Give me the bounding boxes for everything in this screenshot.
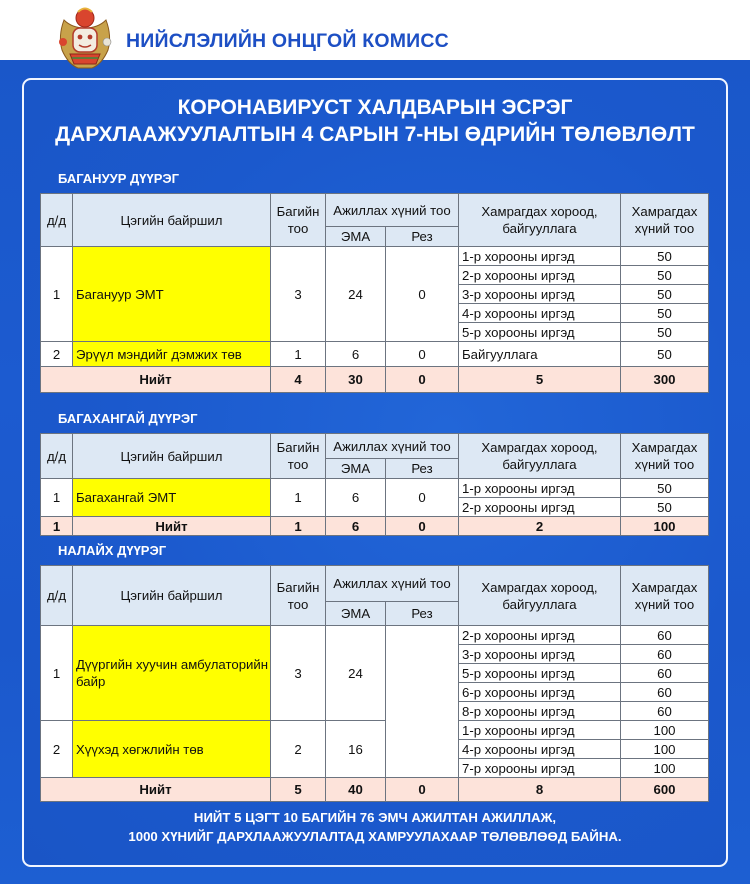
cell-people: 60	[621, 683, 709, 702]
cell-total-targets: 2	[459, 517, 621, 536]
col-header-staff: Ажиллах хүний тоо	[326, 566, 459, 602]
cell-people: 50	[621, 304, 709, 323]
cell-total-no: 1	[41, 517, 73, 536]
cell-total-ema: 6	[326, 517, 386, 536]
cell-people: 50	[621, 323, 709, 342]
cell-people: 60	[621, 626, 709, 645]
table-bagakhangai	[40, 433, 709, 536]
col-header-rez: Рез	[386, 227, 459, 247]
col-header-staff: Ажиллах хүний тоо	[326, 434, 459, 459]
cell-location: Багануур ЭМТ	[73, 247, 271, 342]
total-row	[41, 517, 709, 536]
table-row	[41, 479, 709, 498]
cell-people: 50	[621, 285, 709, 304]
cell-ema: 6	[326, 342, 386, 367]
cell-target: 6-р хорооны иргэд	[459, 683, 621, 702]
col-header-rez: Рез	[386, 602, 459, 626]
main-title-line1: КОРОНАВИРУСТ ХАЛДВАРЫН ЭСРЭГ	[177, 96, 573, 119]
total-row	[41, 778, 709, 802]
cell-total-label: Нийт	[41, 778, 271, 802]
col-header-location: Цэгийн байршил	[73, 566, 271, 626]
cell-location: Хүүхэд хөгжлийн төв	[73, 721, 271, 778]
table-row	[41, 721, 709, 740]
cell-target: 1-р хорооны иргэд	[459, 247, 621, 266]
col-header-targets: Хамрагдах хороод, байгууллага	[459, 194, 621, 247]
cell-target: 3-р хорооны иргэд	[459, 285, 621, 304]
cell-total-label: Нийт	[41, 367, 271, 393]
cell-rez	[386, 626, 459, 778]
cell-teams: 2	[271, 721, 326, 778]
cell-people: 50	[621, 266, 709, 285]
cell-target: 7-р хорооны иргэд	[459, 759, 621, 778]
col-header-targets: Хамрагдах хороод, байгууллага	[459, 434, 621, 479]
cell-total-teams: 1	[271, 517, 326, 536]
organization-title: НИЙСЛЭЛИЙН ОНЦГОЙ КОМИСС	[126, 30, 449, 52]
cell-target: 4-р хорооны иргэд	[459, 740, 621, 759]
cell-target: 5-р хорооны иргэд	[459, 664, 621, 683]
cell-people: 60	[621, 664, 709, 683]
cell-target: 2-р хорооны иргэд	[459, 626, 621, 645]
summary-line1: НИЙТ 5 ЦЭГТ 10 БАГИЙН 76 ЭМЧ АЖИЛТАН АЖИЛЛАЖ,	[193, 810, 557, 825]
cell-total-people: 300	[621, 367, 709, 393]
cell-no: 1	[41, 626, 73, 721]
cell-teams: 1	[271, 342, 326, 367]
col-header-location: Цэгийн байршил	[73, 194, 271, 247]
cell-people: 50	[621, 498, 709, 517]
total-row	[41, 367, 709, 393]
district-title-nalaikh: НАЛАЙХ ДҮҮРЭГ	[58, 543, 167, 558]
cell-location: Багахангай ЭМТ	[73, 479, 271, 517]
cell-no: 2	[41, 721, 73, 778]
col-header-teams: Багийн тоо	[271, 434, 326, 479]
table-row	[41, 247, 709, 266]
cell-total-teams: 4	[271, 367, 326, 393]
cell-total-teams: 5	[271, 778, 326, 802]
cell-people: 100	[621, 721, 709, 740]
col-header-ema: ЭМА	[326, 227, 386, 247]
main-title-line2: ДАРХЛААЖУУЛАЛТЫН 4 САРЫН 7-НЫ ӨДРИЙН ТӨЛӨВЛӨЛТ	[55, 123, 695, 146]
cell-target: 5-р хорооны иргэд	[459, 323, 621, 342]
cell-ema: 6	[326, 479, 386, 517]
cell-total-ema: 30	[326, 367, 386, 393]
cell-no: 1	[41, 479, 73, 517]
cell-people: 50	[621, 342, 709, 367]
col-header-staff: Ажиллах хүний тоо	[326, 194, 459, 227]
cell-total-people: 600	[621, 778, 709, 802]
col-header-no: д/д	[41, 566, 73, 626]
cell-ema: 24	[326, 626, 386, 721]
table-nalaikh	[40, 565, 709, 802]
col-header-location: Цэгийн байршил	[73, 434, 271, 479]
table-baganuur	[40, 193, 709, 393]
cell-target: 3-р хорооны иргэд	[459, 645, 621, 664]
cell-target: 4-р хорооны иргэд	[459, 304, 621, 323]
cell-total-rez: 0	[386, 778, 459, 802]
cell-ema: 16	[326, 721, 386, 778]
cell-target: 1-р хорооны иргэд	[459, 479, 621, 498]
col-header-no: д/д	[41, 434, 73, 479]
cell-total-ema: 40	[326, 778, 386, 802]
col-header-people: Хамрагдах хүний тоо	[621, 194, 709, 247]
cell-location: Эрүүл мэндийг дэмжих төв	[73, 342, 271, 367]
cell-people: 60	[621, 702, 709, 721]
cell-rez: 0	[386, 342, 459, 367]
cell-target: 1-р хорооны иргэд	[459, 721, 621, 740]
col-header-targets: Хамрагдах хороод, байгууллага	[459, 566, 621, 626]
cell-people: 60	[621, 645, 709, 664]
cell-no: 2	[41, 342, 73, 367]
col-header-ema: ЭМА	[326, 459, 386, 479]
col-header-ema: ЭМА	[326, 602, 386, 626]
cell-rez: 0	[386, 247, 459, 342]
cell-no: 1	[41, 247, 73, 342]
cell-target: 2-р хорооны иргэд	[459, 498, 621, 517]
cell-people: 50	[621, 479, 709, 498]
district-title-baganuur: БАГАНУУР ДҮҮРЭГ	[58, 171, 180, 186]
cell-people: 100	[621, 759, 709, 778]
cell-teams: 3	[271, 247, 326, 342]
cell-target: Байгууллага	[459, 342, 621, 367]
cell-target: 2-р хорооны иргэд	[459, 266, 621, 285]
table-row	[41, 342, 709, 367]
cell-total-rez: 0	[386, 517, 459, 536]
cell-teams: 3	[271, 626, 326, 721]
col-header-people: Хамрагдах хүний тоо	[621, 566, 709, 626]
cell-people: 50	[621, 247, 709, 266]
col-header-rez: Рез	[386, 459, 459, 479]
cell-ema: 24	[326, 247, 386, 342]
district-title-bagakhangai: БАГАХАНГАЙ ДҮҮРЭГ	[58, 411, 198, 426]
col-header-teams: Багийн тоо	[271, 566, 326, 626]
cell-people: 100	[621, 740, 709, 759]
cell-total-targets: 5	[459, 367, 621, 393]
cell-target: 8-р хорооны иргэд	[459, 702, 621, 721]
cell-location: Дүүргийн хуучин амбулаторийн байр	[73, 626, 271, 721]
cell-total-targets: 8	[459, 778, 621, 802]
cell-total-rez: 0	[386, 367, 459, 393]
emblem-icon	[54, 6, 116, 72]
col-header-no: д/д	[41, 194, 73, 247]
cell-total-label: Нийт	[73, 517, 271, 536]
summary-line2: 1000 ХҮНИЙГ ДАРХЛААЖУУЛАЛТАД ХАМРУУЛАХААР ТӨЛӨВЛӨӨД БАЙНА.	[128, 829, 622, 844]
table-row	[41, 626, 709, 645]
cell-total-people: 100	[621, 517, 709, 536]
col-header-people: Хамрагдах хүний тоо	[621, 434, 709, 479]
cell-teams: 1	[271, 479, 326, 517]
cell-rez: 0	[386, 479, 459, 517]
col-header-teams: Багийн тоо	[271, 194, 326, 247]
